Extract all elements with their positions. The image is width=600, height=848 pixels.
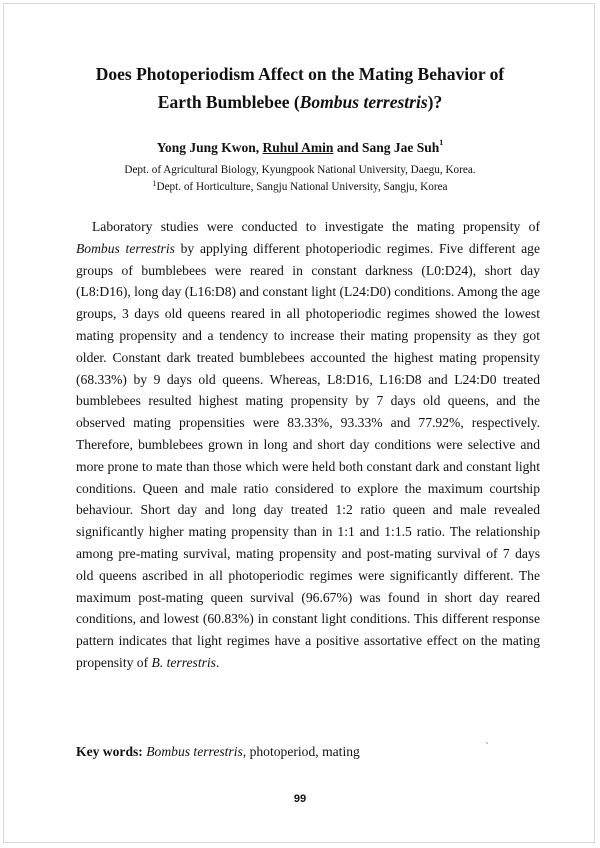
- paper-title-line-2: [40, 88, 560, 116]
- affiliation-2-mark: 1: [152, 179, 157, 188]
- abstract-part-2: by applying different photoperiodic regimes. Five different age groups of bumblebees were reared in constant darkness (L0:D24), short day (L8:D16), long day (L16:D8) and constant light (L24:D0) conditions. Among the age groups, 3 days old queens reared in all photoperiodic regimes showed the lowest mating propensity and a tendency to increase their mating propensity as they got older. Constant dark treated bumblebees accounted the highest mating propensity (68.33%) by 9 days old queens. Whereas, L8:D16, L16:D8 and L24:D0 treated bumblebees resulted highest mating propensity by 7 days old queens, and the observed mating propensities were 83.33%, 93.33% and 77.92%, respectively. Therefore, bumblebees grown in long and short day conditions were selective and more prone to mate than those which were held both constant dark and constant light conditions. Queen and male ratio considered to explore the maximum courtship behaviour. Short day and long day treated 1:2 ratio queen and male revealed significantly higher mating propensity than in 1:1 and 1:1.5 ratio. The relationship among pre-mating survival, mating propensity and post-mating survival of 7 days old queens ascribed in all photoperiodic regimes were significantly different. The maximum post-mating queen survival (96.67%) was found in short day reared conditions, and lowest (60.83%) in constant light conditions. This different response pattern indicates that light regimes have a positive assortative effect on the mating propensity of: [76, 240, 540, 670]
- keywords-label: Key words:: [76, 744, 143, 759]
- paper-title-line-1: Does Photoperiodism Affect on the Mating Behavior of: [95, 64, 505, 84]
- keywords-line: [76, 744, 540, 760]
- author-list: [40, 140, 560, 156]
- author-suh-affil-mark: 1: [439, 138, 444, 147]
- title-suffix: )?: [427, 92, 443, 112]
- author-amin: Ruhul Amin: [262, 140, 334, 155]
- abstract-part-1: Laboratory studies were conducted to investigate the mating propensity of: [92, 219, 540, 234]
- author-suh: Sang Jae Suh: [361, 140, 440, 155]
- affiliation-1: Dept. of Agricultural Biology, Kyungpook National University, Daegu, Korea.: [124, 164, 476, 176]
- title-species: Bombus terrestris: [299, 92, 428, 112]
- affiliation-2-text: Dept. of Horticulture, Sangju National University, Sangju, Korea: [156, 181, 448, 193]
- author-kwon: Yong Jung Kwon,: [156, 140, 263, 155]
- author-connector: and: [333, 140, 362, 155]
- page-number: 99: [293, 793, 307, 805]
- affiliation-2: [40, 181, 560, 193]
- abstract-body: [76, 216, 540, 674]
- abstract-species-1: Bombus terrestris: [76, 240, 175, 256]
- keywords-species: Bombus terrestris: [146, 744, 243, 759]
- keywords-rest: , photoperiod, mating: [242, 744, 360, 759]
- abstract-part-3: .: [215, 654, 220, 670]
- title-prefix: Earth Bumblebee (: [157, 92, 300, 112]
- abstract-species-2: B. terrestris: [151, 654, 216, 670]
- scan-speck: [486, 742, 488, 744]
